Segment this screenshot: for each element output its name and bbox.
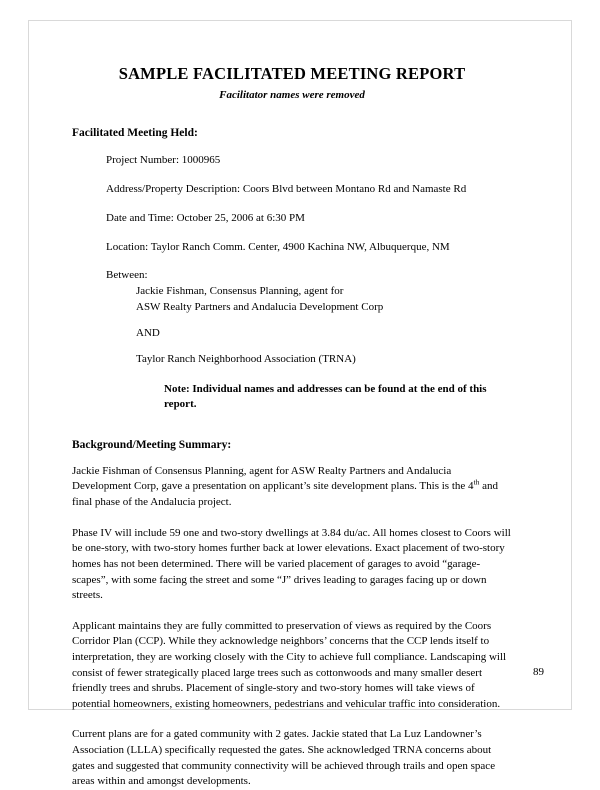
paragraph-4: Current plans are for a gated community with 2 gates. Jackie stated that La Luz Landowner’s Association (LLLA) specifically requested the gates. She acknowledged TRNA concerns about gates and suggested that community connectivity will be achieved through trails and open space areas within and amongst developments. xyxy=(72,728,496,788)
page-title: SAMPLE FACILITATED MEETING REPORT xyxy=(118,64,466,83)
section-heading-meeting-held: Facilitated Meeting Held: xyxy=(72,127,198,139)
between-block xyxy=(106,268,512,368)
page-number: 89 xyxy=(533,666,544,678)
paragraph-1-part-1: Jackie Fishman of Consensus Planning, agent for ASW Realty Partners and Andalucia Development Corp, gave a presentation on applicant’s site development plans. This is the 4 xyxy=(72,464,474,493)
paragraph-1 xyxy=(72,464,512,511)
page-subtitle: Facilitator names were removed xyxy=(219,89,365,101)
paragraph-3: Applicant maintains they are fully committed to preservation of views as required by the Coors Corridor Plan (CCP). While they acknowledge neighbors’ concerns that the CCP lends itself to interpretation, they are working closely with the City to achieve full compliance. Landscaping will consist of fewer strategically placed large trees such as cottonwoods and many smaller desert friendly trees and shrubs. Placement of single-story and two-story homes will take views of potential homeowners, existing homeowners, pedestrians and vehicular traffic into consideration. xyxy=(72,619,507,710)
between-and: AND xyxy=(136,327,160,340)
between-party-1-line-2: ASW Realty Partners and Andalucia Development Corp xyxy=(136,301,384,314)
section-heading-background: Background/Meeting Summary: xyxy=(72,438,232,451)
document-content xyxy=(72,50,512,790)
paragraph-1-superscript: th xyxy=(473,477,480,487)
paragraph-1-part-2: and final phase of the Andalucia project. xyxy=(72,480,498,509)
field-project-number: Project Number: 1000965 xyxy=(106,154,221,166)
note-text: Note: Individual names and addresses can be found at the end of this report. xyxy=(164,383,487,411)
between-party-2: Taylor Ranch Neighborhood Association (TRNA) xyxy=(136,353,356,366)
between-label: Between: xyxy=(106,269,148,282)
field-date-time: Date and Time: October 25, 2006 at 6:30 PM xyxy=(106,211,305,224)
field-address-description: Address/Property Description: Coors Blvd between Montano Rd and Namaste Rd xyxy=(106,182,467,195)
between-party-1-line-1: Jackie Fishman, Consensus Planning, agent for xyxy=(136,285,344,298)
paragraph-2: Phase IV will include 59 one and two-story dwellings at 3.84 du/ac. All homes closest to Coors will be one-story, with two-story homes further back at lower elevations. Exact placement of two-story homes has not been determined. There will be varied placement of garages to avoid “garage-scapes”, with some facing the street and some “J” drives leading to garages facing up or down streets. xyxy=(72,526,511,602)
field-location: Location: Taylor Ranch Comm. Center, 4900 Kachina NW, Albuquerque, NM xyxy=(106,240,450,253)
